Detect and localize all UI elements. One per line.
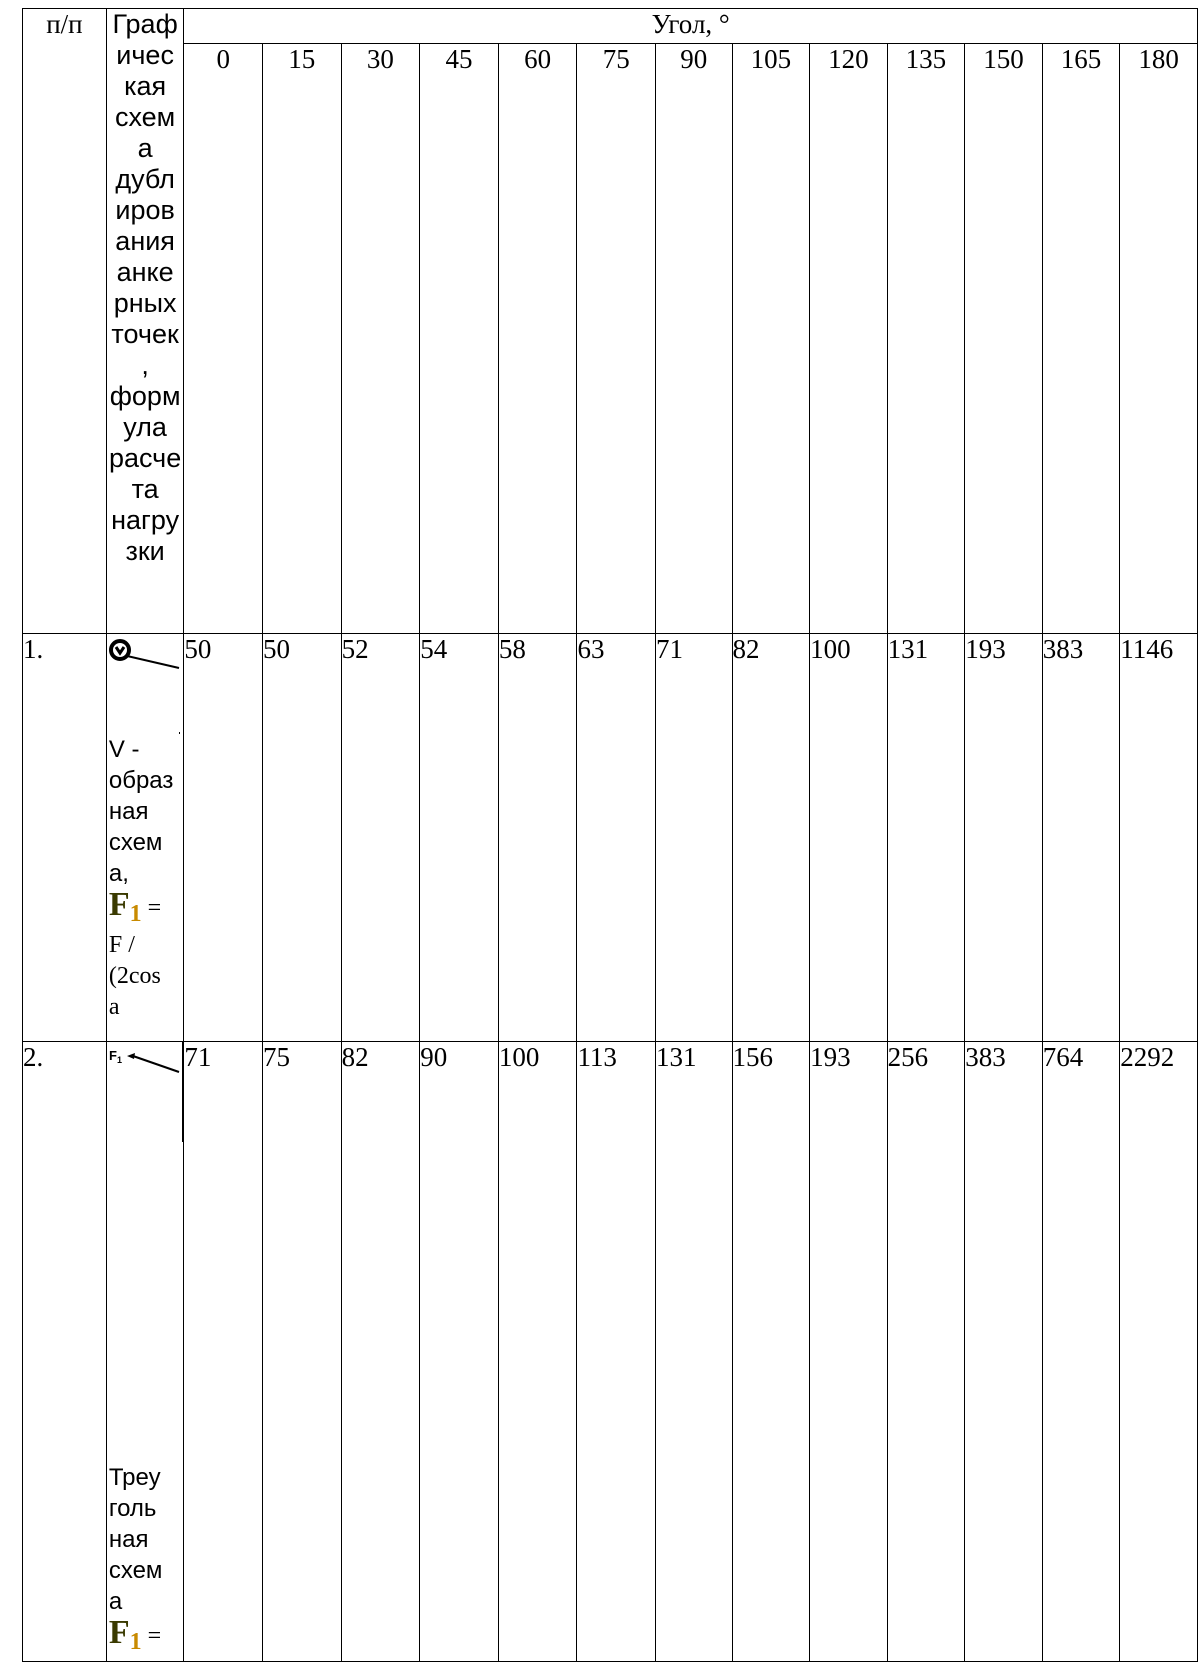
header-graphic-scheme: Граф ичес кая схем а дубл иров ания анке рных точек , форм ула расче та нагру зки [106, 9, 184, 634]
anchor-load-table [22, 8, 1198, 1662]
value-cell: 1146 [1120, 634, 1198, 1042]
graphic-scheme-cell [106, 634, 184, 1042]
value-cell: 82 [732, 634, 810, 1042]
triangle-scheme-diagram-icon [107, 1044, 181, 1084]
value-cell: 90 [420, 1042, 499, 1662]
table-row [23, 1042, 1198, 1662]
value-cell: 63 [577, 634, 656, 1042]
value-cell: 156 [732, 1042, 810, 1662]
angle-header-cell: 105 [732, 44, 810, 634]
angle-header-cell: 15 [263, 44, 342, 634]
value-cell: 2292 [1120, 1042, 1198, 1662]
load-formula: $F_1$ = [108, 1614, 162, 1655]
angle-header-cell: 0 [184, 44, 263, 634]
value-cell: 82 [341, 1042, 420, 1662]
scheme-description: V - образ ная схем а, [108, 736, 174, 887]
value-cell: 256 [887, 1042, 965, 1662]
angle-header-cell: 60 [498, 44, 577, 634]
value-cell: 131 [656, 1042, 733, 1662]
svg-text:F: F [108, 1048, 117, 1063]
value-cell: 50 [263, 634, 342, 1042]
scheme-description: Треу голь ная схем а [108, 1464, 163, 1615]
value-cell: 113 [577, 1042, 656, 1662]
v-scheme-diagram-icon [107, 636, 181, 676]
value-cell: 383 [1042, 634, 1120, 1042]
table-row [23, 634, 1198, 1042]
header-angle-title: Угол, ° [184, 9, 1198, 44]
angle-header-cell: 150 [965, 44, 1043, 634]
value-cell: 764 [1042, 1042, 1120, 1662]
row-number: 2. [23, 1042, 107, 1662]
angle-header-cell: 120 [810, 44, 888, 634]
row-number: 1. [23, 634, 107, 1042]
angle-header-cell: 180 [1120, 44, 1198, 634]
angle-header-cell: 165 [1042, 44, 1120, 634]
value-cell: 193 [810, 1042, 888, 1662]
angle-header-cell: 75 [577, 44, 656, 634]
svg-text:1: 1 [116, 1055, 122, 1065]
header-pp: п/п [23, 9, 107, 634]
angle-header-cell: 30 [341, 44, 420, 634]
value-cell: 383 [965, 1042, 1043, 1662]
angle-header-cell: 90 [656, 44, 733, 634]
value-cell: 52 [341, 634, 420, 1042]
value-cell: 71 [656, 634, 733, 1042]
value-cell: 193 [965, 634, 1043, 1042]
graphic-scheme-cell [106, 1042, 184, 1662]
value-cell: 54 [420, 634, 499, 1042]
angle-header-cell: 135 [887, 44, 965, 634]
angle-header-cell: 45 [420, 44, 499, 634]
load-formula: $F_1$ = F / (2cos a [108, 886, 162, 1020]
value-cell: 71 [184, 1042, 263, 1662]
value-cell: 100 [498, 1042, 577, 1662]
value-cell: 58 [498, 634, 577, 1042]
value-cell: 100 [810, 634, 888, 1042]
value-cell: 131 [887, 634, 965, 1042]
value-cell: 75 [263, 1042, 342, 1662]
value-cell: 50 [184, 634, 263, 1042]
